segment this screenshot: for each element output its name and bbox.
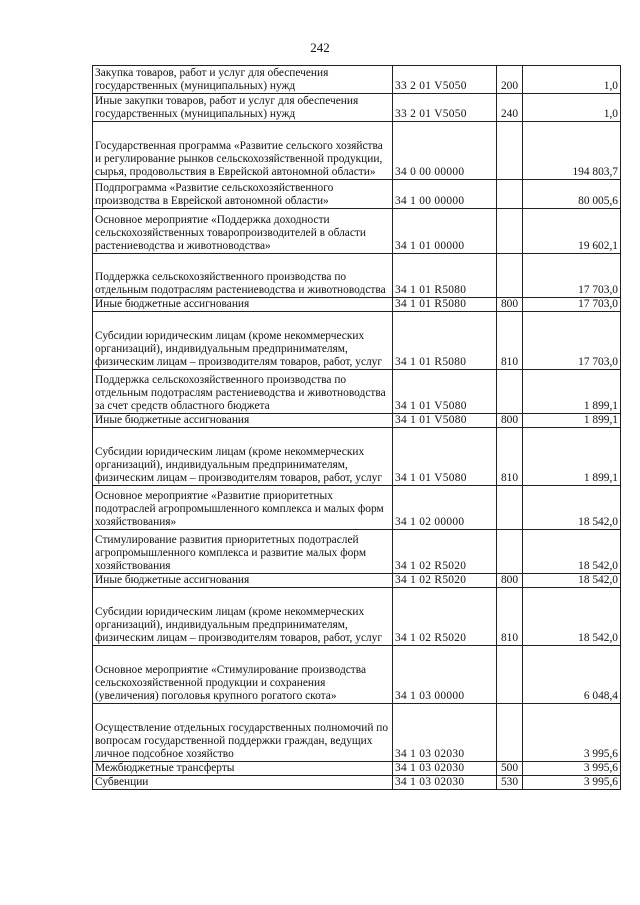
row-name: Субсидии юридическим лицам (кроме некоммерческих организаций), индивидуальным предпринимателям, физическим лицам – производителям товаров, работ, услуг (93, 428, 393, 486)
table-row (93, 486, 621, 530)
row-code: 34 1 03 02030 (393, 762, 497, 776)
table-row (93, 428, 621, 486)
row-name: Иные закупки товаров, работ и услуг для обеспечения государственных (муниципальных) нужд (93, 94, 393, 122)
table-row (93, 122, 621, 180)
row-vr (497, 370, 523, 414)
row-amount: 18 542,0 (523, 574, 621, 588)
table-row (93, 776, 621, 790)
row-vr: 810 (497, 428, 523, 486)
row-code: 34 1 02 R5020 (393, 574, 497, 588)
row-amount: 3 995,6 (523, 776, 621, 790)
row-code: 34 1 00 00000 (393, 180, 497, 209)
row-amount: 17 703,0 (523, 312, 621, 370)
row-code: 34 1 03 02030 (393, 776, 497, 790)
row-code: 34 0 00 00000 (393, 122, 497, 180)
row-name: Закупка товаров, работ и услуг для обеспечения государственных (муниципальных) нужд (93, 66, 393, 94)
table-row (93, 298, 621, 312)
row-code: 34 1 01 R5080 (393, 312, 497, 370)
table-row (93, 530, 621, 574)
row-amount: 1,0 (523, 66, 621, 94)
row-vr: 500 (497, 762, 523, 776)
row-amount: 80 005,6 (523, 180, 621, 209)
budget-table-body (93, 66, 621, 790)
page-number: 242 (310, 40, 330, 55)
row-name: Межбюджетные трансферты (93, 762, 393, 776)
row-name: Поддержка сельскохозяйственного производства по отдельным подотраслям растениеводства и животноводства за счет средств областного бюджета (93, 370, 393, 414)
row-code: 33 2 01 V5050 (393, 66, 497, 94)
row-vr (497, 209, 523, 254)
row-code: 34 1 01 V5080 (393, 414, 497, 428)
row-code: 34 1 02 R5020 (393, 588, 497, 646)
row-amount: 17 703,0 (523, 298, 621, 312)
row-amount: 3 995,6 (523, 762, 621, 776)
table-row (93, 704, 621, 762)
row-amount: 18 542,0 (523, 588, 621, 646)
row-name: Основное мероприятие «Развитие приоритетных подотраслей агропромышленного комплекса и малых форм хозяйствования» (93, 486, 393, 530)
row-code: 34 1 01 00000 (393, 209, 497, 254)
row-vr: 200 (497, 66, 523, 94)
table-row (93, 414, 621, 428)
row-vr: 240 (497, 94, 523, 122)
row-vr (497, 530, 523, 574)
table-row (93, 312, 621, 370)
table-row (93, 646, 621, 704)
table-row (93, 762, 621, 776)
row-name: Подпрограмма «Развитие сельскохозяйственного производства в Еврейской автономной области» (93, 180, 393, 209)
table-row (93, 94, 621, 122)
row-code: 34 1 01 V5080 (393, 370, 497, 414)
row-vr: 800 (497, 574, 523, 588)
row-amount: 1 899,1 (523, 370, 621, 414)
row-name: Стимулирование развития приоритетных подотраслей агропромышленного комплекса и развитие малых форм хозяйствования (93, 530, 393, 574)
table-row (93, 254, 621, 298)
table-row (93, 588, 621, 646)
table-row (93, 370, 621, 414)
budget-table (92, 65, 621, 790)
table-row (93, 574, 621, 588)
row-name: Основное мероприятие «Стимулирование производства сельскохозяйственной продукции и сохранения (увеличения) поголовья крупного рогатого скота» (93, 646, 393, 704)
row-amount: 17 703,0 (523, 254, 621, 298)
row-vr: 800 (497, 414, 523, 428)
row-amount: 6 048,4 (523, 646, 621, 704)
row-name: Субсидии юридическим лицам (кроме некоммерческих организаций), индивидуальным предпринимателям, физическим лицам – производителям товаров, работ, услуг (93, 588, 393, 646)
row-amount: 1 899,1 (523, 428, 621, 486)
table-row (93, 66, 621, 94)
row-vr (497, 704, 523, 762)
row-code: 34 1 03 00000 (393, 646, 497, 704)
row-vr (497, 254, 523, 298)
row-name: Основное мероприятие «Поддержка доходности сельскохозяйственных товаропроизводителей в области растениеводства и животноводства» (93, 209, 393, 254)
row-amount: 19 602,1 (523, 209, 621, 254)
row-code: 34 1 01 R5080 (393, 254, 497, 298)
row-amount: 1 899,1 (523, 414, 621, 428)
row-code: 34 1 02 00000 (393, 486, 497, 530)
row-vr (497, 180, 523, 209)
table-row (93, 180, 621, 209)
row-code: 34 1 02 R5020 (393, 530, 497, 574)
row-vr: 810 (497, 312, 523, 370)
row-name: Иные бюджетные ассигнования (93, 574, 393, 588)
row-name: Иные бюджетные ассигнования (93, 298, 393, 312)
row-name: Осуществление отдельных государственных полномочий по вопросам государственной поддержки граждан, ведущих личное подсобное хозяйство (93, 704, 393, 762)
row-code: 34 1 03 02030 (393, 704, 497, 762)
row-amount: 18 542,0 (523, 530, 621, 574)
row-vr: 810 (497, 588, 523, 646)
row-vr: 800 (497, 298, 523, 312)
row-vr (497, 646, 523, 704)
row-name: Поддержка сельскохозяйственного производства по отдельным подотраслям растениеводства и животноводства (93, 254, 393, 298)
row-amount: 1,0 (523, 94, 621, 122)
row-vr: 530 (497, 776, 523, 790)
row-vr (497, 122, 523, 180)
row-amount: 194 803,7 (523, 122, 621, 180)
row-vr (497, 486, 523, 530)
row-name: Иные бюджетные ассигнования (93, 414, 393, 428)
row-code: 34 1 01 V5080 (393, 428, 497, 486)
table-row (93, 209, 621, 254)
row-name: Субсидии юридическим лицам (кроме некоммерческих организаций), индивидуальным предпринимателям, физическим лицам – производителям товаров, работ, услуг (93, 312, 393, 370)
row-code: 33 2 01 V5050 (393, 94, 497, 122)
row-name: Государственная программа «Развитие сельского хозяйства и регулирование рынков сельскохозяйственной продукции, сырья, продовольствия в Еврейской автономной области» (93, 122, 393, 180)
row-amount: 3 995,6 (523, 704, 621, 762)
row-code: 34 1 01 R5080 (393, 298, 497, 312)
row-amount: 18 542,0 (523, 486, 621, 530)
row-name: Субвенции (93, 776, 393, 790)
